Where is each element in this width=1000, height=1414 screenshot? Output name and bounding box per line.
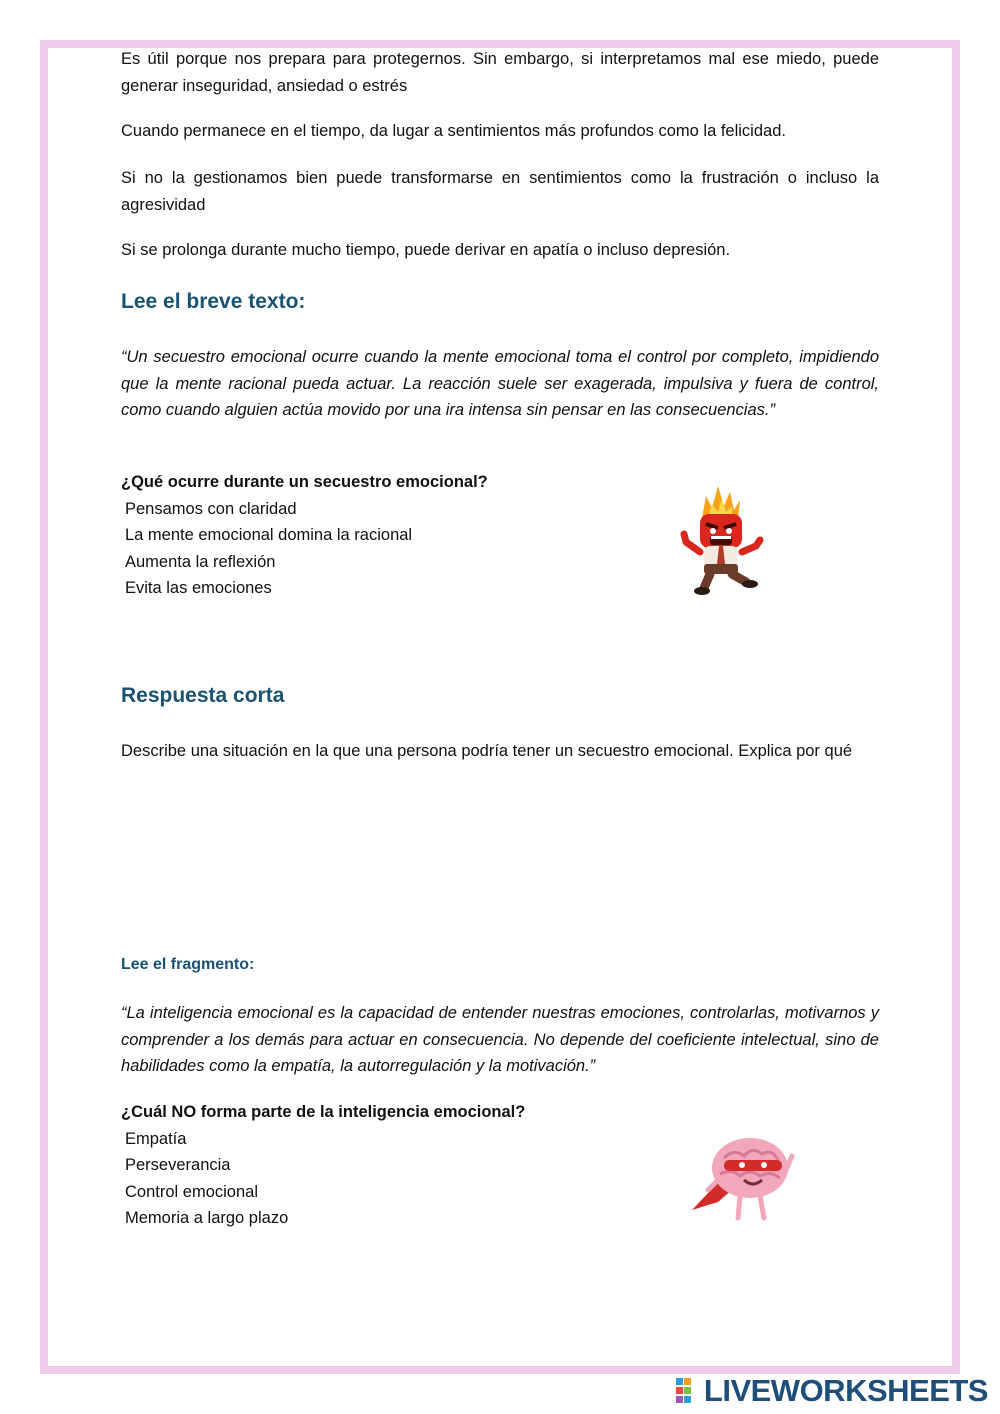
section1-question: ¿Qué ocurre durante un secuestro emocional? bbox=[121, 473, 488, 491]
section1-quote: “Un secuestro emocional ocurre cuando la mente emocional toma el control por completo, impidiendo que la mente racional pueda actuar. La reacción suele ser exagerada, impulsiva y fuera de control, como cuando alguien actúa movido por una ira intensa sin pensar en las consecuencias.” bbox=[121, 348, 879, 419]
section3-option-2[interactable]: Perseverancia bbox=[125, 1156, 231, 1174]
liveworksheets-logo bbox=[676, 1373, 988, 1408]
anger-character-image bbox=[680, 484, 764, 596]
intro-paragraph-1: Es útil porque nos prepara para protegernos. Sin embargo, si interpretamos mal ese miedo, puede generar inseguridad, ansiedad o estrés bbox=[121, 50, 879, 95]
section1-option-2[interactable]: La mente emocional domina la racional bbox=[125, 526, 413, 544]
intro-paragraph-2: Cuando permanece en el tiempo, da lugar a sentimientos más profundos como la felicidad. bbox=[121, 122, 786, 140]
section3-heading-wrap bbox=[121, 952, 879, 979]
section1-option-3[interactable]: Aumenta la reflexión bbox=[125, 552, 276, 571]
section2-heading: Respuesta corta bbox=[121, 684, 285, 707]
section3-option-4[interactable]: Memoria a largo plazo bbox=[125, 1209, 289, 1227]
section1-heading: Lee el breve texto: bbox=[121, 290, 306, 313]
liveworksheets-logo-icon bbox=[676, 1378, 700, 1404]
section3-option-3[interactable]: Control emocional bbox=[125, 1182, 258, 1201]
section1-option-4[interactable]: Evita las emociones bbox=[125, 579, 272, 597]
intro-paragraph-3: Si no la gestionamos bien puede transformarse en sentimientos como la frustración o incluso la agresividad bbox=[121, 169, 879, 214]
superhero-brain-image bbox=[688, 1132, 796, 1224]
section1-heading-wrap bbox=[121, 289, 879, 316]
section2-prompt: Describe una situación en la que una persona podría tener un secuestro emocional. Explica por qué bbox=[121, 742, 853, 760]
section1-question-block bbox=[121, 469, 879, 602]
section3-heading: Lee el fragmento: bbox=[121, 956, 255, 973]
section3-option-1[interactable]: Empatía bbox=[125, 1129, 187, 1148]
section2-heading-wrap bbox=[121, 683, 879, 710]
section3-quote: “La inteligencia emocional es la capacidad de entender nuestras emociones, controlarlas, motivarnos y comprender a los demás para actuar en consecuencia. No depende del coeficiente intelectual, sino de habilidades como la empatía, la autorregulación y la motivación.” bbox=[121, 1004, 879, 1075]
intro-paragraph-4: Si se prolonga durante mucho tiempo, puede derivar en apatía o incluso depresión. bbox=[121, 241, 731, 259]
section1-option-1[interactable]: Pensamos con claridad bbox=[125, 499, 297, 518]
liveworksheets-logo-text: LIVEWORKSHEETS bbox=[703, 1373, 988, 1408]
section3-question: ¿Cuál NO forma parte de la inteligencia emocional? bbox=[121, 1103, 526, 1121]
